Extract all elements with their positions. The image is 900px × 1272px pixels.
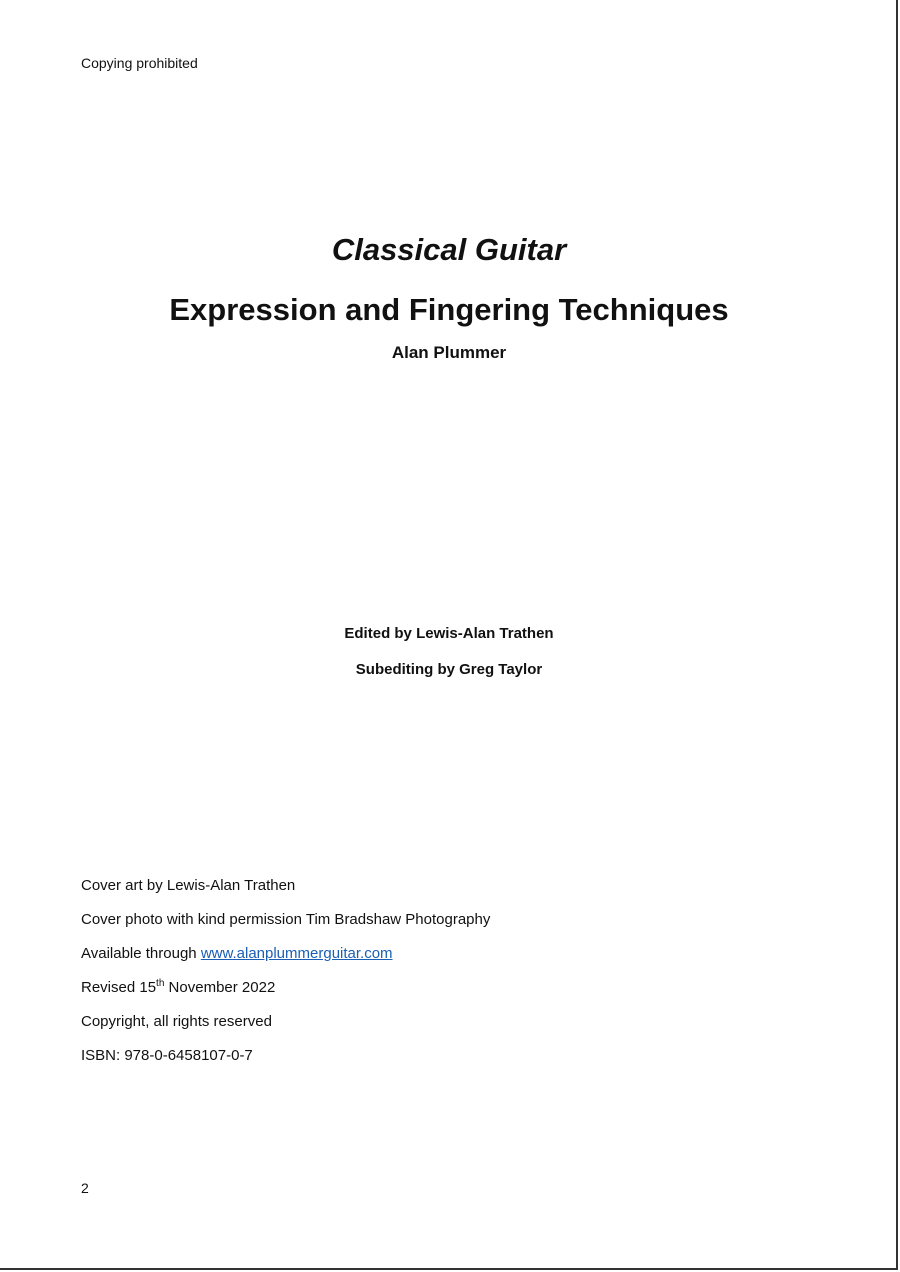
subeditor-credit: Subediting by Greg Taylor [355, 661, 543, 678]
editor-credit: Edited by Lewis-Alan Trathen [344, 625, 554, 642]
copy-notice: Copying prohibited [81, 55, 198, 71]
copyright-line: Copyright, all rights reserved [81, 1013, 272, 1030]
credits-block [0, 624, 898, 696]
author-name: Alan Plummer [391, 343, 507, 362]
page-number: 2 [81, 1180, 89, 1196]
publication-info [81, 876, 490, 1080]
book-subtitle: Expression and Fingering Techniques [169, 292, 729, 327]
cover-art-credit: Cover art by Lewis-Alan Trathen [81, 877, 296, 894]
revised-date [81, 978, 490, 998]
website-link[interactable]: www.alanplummerguitar.com [200, 945, 393, 962]
cover-photo-credit: Cover photo with kind permission Tim Bradshaw Photography [81, 911, 491, 928]
revised-suffix: November 2022 [164, 979, 276, 996]
ordinal-suffix: th [156, 978, 165, 989]
availability-prefix: Available through [81, 945, 201, 962]
revised-prefix: Revised 15 [81, 979, 157, 996]
availability-line [81, 944, 490, 964]
isbn-line: ISBN: 978-0-6458107-0-7 [81, 1047, 253, 1064]
title-block [0, 230, 898, 364]
book-title: Classical Guitar [331, 232, 567, 267]
